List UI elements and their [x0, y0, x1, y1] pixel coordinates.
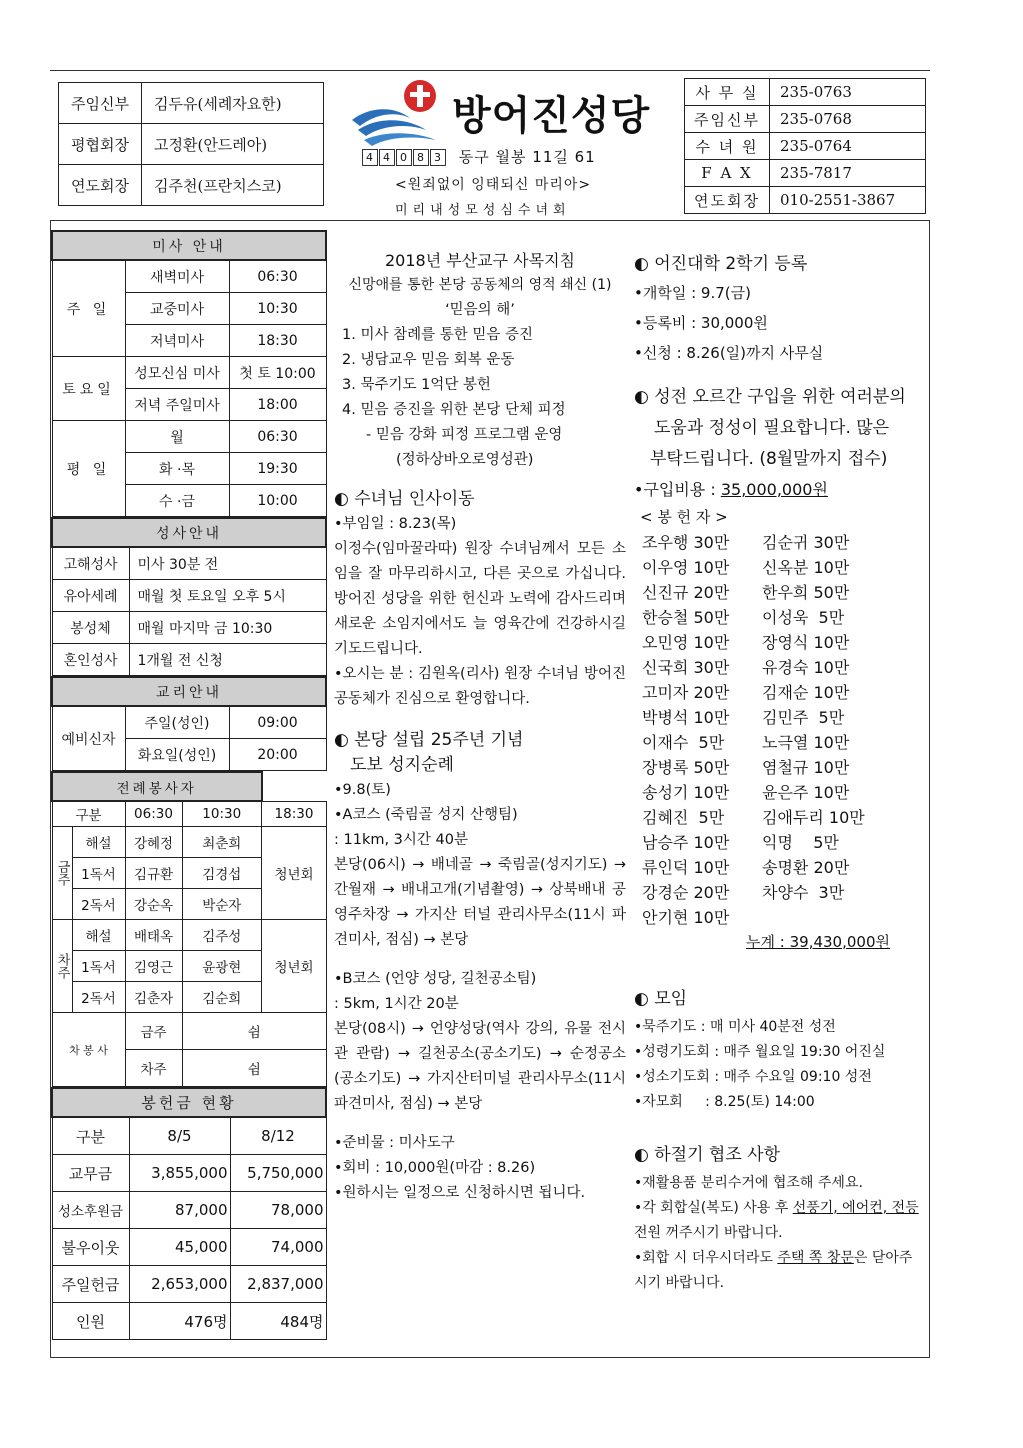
donor-entry: 박병석 10만 [642, 708, 730, 727]
zip-digit: 3 [430, 149, 446, 166]
course-a-title: •A코스 (죽림골 성지 산행팀) [334, 807, 518, 823]
church-logo-icon [350, 76, 446, 148]
contact-key: 연도회장 [685, 187, 770, 214]
youth-group: 청년회 [262, 827, 327, 920]
sacrament-info: 1개월 전 신청 [129, 644, 326, 676]
offering-table [51, 1087, 327, 1340]
course-a-route: 본당(06시) → 배네골 → 죽림골(성지기도) → 간월재 → 배내고개(기념촬영) → 상북배내 공영주차장 → 가지산 터널 관리사무소(11시 파견미사, 점심) → 본당 [334, 857, 626, 948]
donor-row [642, 730, 924, 755]
nun-text: 이정수(임마꿀라따) 원장 수녀님께서 모든 소임을 잘 마무리하시고, 다른 곳으로 가십니다. 방어진 성당을 위한 헌신과 노력에 감사드리며 새로운 소임지에서도 늘 영육간에 건강하시길 기도드립니다. [334, 541, 626, 657]
donor-row [642, 805, 924, 830]
offering-amount: 2,653,000 [129, 1266, 230, 1303]
mass-title: 미사 안내 [52, 231, 326, 260]
pastoral-title: 2018년 부산교구 사목지침 [385, 251, 575, 270]
offering-category: 주일헌금 [52, 1266, 129, 1303]
server-name: 배태옥 [125, 920, 182, 951]
donor-entry: 한승철 50만 [642, 608, 730, 627]
offering-category: 인원 [52, 1303, 129, 1340]
apply-note: •원하시는 일정으로 신청하시면 됩니다. [334, 1185, 586, 1201]
servers-title: 전례봉사자 [52, 772, 262, 801]
role: 2독서 [72, 889, 125, 920]
organ-title-3: 부탁드립니다. (8월말까지 접수) [650, 449, 888, 469]
course-b-route: 본당(08시) → 언양성당(역사 강의, 유물 전시관 관람) → 길천공소(공소기도) → 순정공소(공소기도) → 가지산터미널 관리사무소(11시 파견미사, 점심) → 본당 [334, 1021, 626, 1112]
donor-entry: 신국희 30만 [642, 658, 730, 677]
offering-header: 구분 [52, 1117, 129, 1155]
server-name: 최춘희 [182, 827, 262, 858]
donor-entry: 류인덕 10만 [642, 858, 730, 877]
altar-label: 차 봉 사 [52, 1013, 125, 1087]
offering-amount: 484명 [230, 1303, 326, 1340]
donor-entry: 장영식 10만 [762, 633, 850, 652]
donor-entry: 신진규 20만 [642, 583, 730, 602]
donor-entry [762, 905, 882, 930]
sacrament-table [51, 517, 327, 676]
donation-total [634, 930, 924, 955]
mass-name: 새벽미사 [125, 260, 229, 293]
donor-entry: 송성기 10만 [642, 783, 730, 802]
course-b-title: •B코스 (언양 성당, 길천공소팀) [334, 971, 537, 987]
donor-entry: 송명환 20만 [762, 858, 850, 877]
saturday-label: 토요일 [52, 357, 125, 421]
donor-entry: 익명 5만 [762, 833, 839, 852]
summer-text: •회합 시 더우시더라도 [634, 1250, 778, 1266]
donor-entry: 노극열 10만 [762, 733, 850, 752]
offering-amount: 78,000 [230, 1192, 326, 1229]
class-time: 09:00 [229, 706, 326, 739]
uni-item: •신청 : 8.26(일)까지 사무실 [634, 344, 824, 362]
class-time: 20:00 [229, 739, 326, 771]
pastoral-item: 3. 묵주기도 1억단 봉헌 [342, 377, 491, 393]
organ-cost-value: 35,000,000원 [720, 480, 828, 499]
contact-table [684, 78, 926, 214]
servers-table [51, 771, 327, 1087]
donor-row [642, 705, 924, 730]
sacrament-info: 매월 마지막 금 10:30 [129, 612, 326, 644]
contact-value: 010-2551-3867 [770, 187, 926, 214]
server-name: 윤광현 [182, 951, 262, 982]
meeting-item: •묵주기도 : 매 미사 40분전 성전 [634, 1019, 836, 1035]
contact-value: 235-0768 [770, 106, 926, 133]
server-name: 강순옥 [125, 889, 182, 920]
mass-name: 저녁 주일미사 [125, 389, 229, 421]
role: 1독서 [72, 858, 125, 889]
mass-name: 월 [125, 421, 229, 453]
staff-key: 주임신부 [59, 83, 142, 124]
week-label: 금주 [52, 827, 72, 920]
server-name: 박순자 [182, 889, 262, 920]
server-name: 김주성 [182, 920, 262, 951]
donor-entry: 이재수 5만 [642, 733, 725, 752]
contact-key: F A X [685, 160, 770, 187]
mass-time: 10:30 [229, 293, 326, 325]
offering-amount: 87,000 [129, 1192, 230, 1229]
left-column [51, 230, 327, 1340]
right-column [634, 250, 924, 1296]
donor-row [642, 555, 924, 580]
summer-title: ◐ 하절기 협조 사항 [634, 1145, 780, 1165]
pilgrim-date: •9.8(토) [334, 782, 391, 798]
contact-key: 수 녀 원 [685, 133, 770, 160]
altar-status: 쉼 [182, 1013, 327, 1050]
donor-row [642, 655, 924, 680]
pastoral-item: 2. 냉담교우 믿음 회복 운동 [342, 352, 515, 368]
nun-title: ◐ 수녀님 인사이동 [334, 489, 475, 509]
mass-name: 교중미사 [125, 293, 229, 325]
offering-amount: 45,000 [129, 1229, 230, 1266]
pastoral-subtitle: 신망애를 통한 본당 공동체의 영적 쇄신 (1) [348, 277, 612, 293]
catechumen-label: 예비신자 [52, 706, 125, 771]
top-rule [50, 70, 930, 71]
meeting-item: •성령기도회 : 매주 월요일 19:30 어진실 [634, 1044, 886, 1060]
zip-digit: 0 [396, 149, 412, 166]
summer-emphasis: 주택 쪽 창문 [777, 1250, 854, 1266]
servers-header: 06:30 [125, 801, 182, 827]
mass-name: 저녁미사 [125, 325, 229, 357]
nun-date: •부임일 : 8.23(목) [334, 516, 457, 532]
donor-entry: 한우희 50만 [762, 583, 850, 602]
mass-name: 성모신심 미사 [125, 357, 229, 389]
society: 미리내성모성심수녀회 [395, 203, 571, 218]
servers-header: 18:30 [262, 801, 327, 827]
mass-time: 06:30 [229, 421, 326, 453]
meeting-item: •성소기도회 : 매주 수요일 09:10 성전 [634, 1069, 872, 1085]
mass-time: 첫 토 10:00 [229, 357, 326, 389]
uni-item: •개학일 : 9.7(금) [634, 284, 751, 302]
servers-header: 구분 [52, 801, 125, 827]
mass-name: 화 ·목 [125, 453, 229, 485]
staff-value: 고정환(안드레아) [142, 124, 324, 165]
donor-row [642, 780, 924, 805]
mass-time: 19:30 [229, 453, 326, 485]
server-name: 김춘자 [125, 982, 182, 1013]
mass-name: 수 ·금 [125, 485, 229, 517]
servers-header: 10:30 [182, 801, 262, 827]
summer-note [634, 1246, 924, 1296]
donor-entry: 오민영 10만 [642, 633, 730, 652]
altar-week: 차주 [125, 1050, 182, 1087]
donor-entry: 김재순 10만 [762, 683, 850, 702]
youth-group: 청년회 [262, 920, 327, 1013]
donor-row [642, 880, 924, 905]
donor-row [642, 830, 924, 855]
offering-header: 8/12 [230, 1117, 326, 1155]
mass-time: 18:00 [229, 389, 326, 421]
role: 해설 [72, 827, 125, 858]
sunday-label: 주 일 [52, 260, 125, 357]
pastoral-year: ‘믿음의 해’ [445, 302, 515, 318]
catechism-table [51, 676, 327, 771]
pilgrim-title: ◐ 본당 설립 25주년 기념 [334, 730, 524, 750]
pastoral-subitem: - 믿음 강화 피정 프로그램 운영 [366, 427, 563, 443]
donor-row [642, 630, 924, 655]
donor-entry: 신옥분 10만 [762, 558, 850, 577]
offering-category: 불우이웃 [52, 1229, 129, 1266]
role: 1독서 [72, 951, 125, 982]
staff-value: 김주천(프란치스코) [142, 165, 324, 206]
offering-amount: 2,837,000 [230, 1266, 326, 1303]
donor-list [634, 530, 924, 930]
donor-entry: 김민주 5만 [762, 708, 845, 727]
donor-row [642, 530, 924, 555]
server-name: 김영근 [125, 951, 182, 982]
sacrament-info: 미사 30분 전 [129, 547, 326, 580]
uni-title: ◐ 어진대학 2학기 등록 [634, 254, 808, 274]
server-name: 김경섭 [182, 858, 262, 889]
sacrament-name: 봉성체 [52, 612, 129, 644]
donor-entry: 유경숙 10만 [762, 658, 850, 677]
donor-entry: 안기현 10만 [642, 908, 730, 927]
staff-value: 김두유(세례자요한) [142, 83, 324, 124]
donor-entry: 염철규 10만 [762, 758, 850, 777]
donor-entry: 이우영 10만 [642, 558, 730, 577]
street-address: 동구 월봉 11길 61 [458, 148, 596, 166]
organ-cost [634, 475, 924, 505]
donor-entry: 김애두리 10만 [762, 808, 865, 827]
offering-amount: 74,000 [230, 1229, 326, 1266]
motto: <원죄없이 잉태되신 마리아> [395, 177, 592, 193]
sacrament-name: 고해성사 [52, 547, 129, 580]
server-name: 강혜정 [125, 827, 182, 858]
sacrament-name: 유아세례 [52, 580, 129, 612]
offering-category: 성소후원금 [52, 1192, 129, 1229]
class-day: 화요일(성인) [125, 739, 229, 771]
contact-value: 235-7817 [770, 160, 926, 187]
class-day: 주일(성인) [125, 706, 229, 739]
donor-entry: 조우행 30만 [642, 533, 730, 552]
staff-key: 연도회장 [59, 165, 142, 206]
mass-table [51, 230, 327, 517]
offering-amount: 3,855,000 [129, 1155, 230, 1192]
summer-emphasis: 선풍기, 에어컨, 전등 [792, 1200, 919, 1216]
catechism-title: 교리안내 [52, 677, 326, 706]
fee: •회비 : 10,000원(마감 : 8.26) [334, 1160, 536, 1176]
staff-key: 평협회장 [59, 124, 142, 165]
preparation: •준비물 : 미사도구 [334, 1135, 455, 1151]
staff-table [58, 82, 324, 206]
offering-category: 교무금 [52, 1155, 129, 1192]
meeting-item: •자모회 : 8.25(토) 14:00 [634, 1094, 815, 1110]
summer-text: 은 닫아주시기 바랍니다. [634, 1250, 913, 1291]
donor-entry: 장병록 50만 [642, 758, 730, 777]
donor-row [642, 680, 924, 705]
zip-digit: 4 [362, 149, 378, 166]
summer-note: •재활용품 분리수거에 협조해 주세요. [634, 1175, 863, 1191]
summer-text: 전원 꺼주시기 바랍니다. [634, 1225, 783, 1241]
middle-column [334, 248, 626, 1206]
organ-title-2: 도움과 정성이 필요합니다. 많은 [654, 418, 890, 438]
donor-row [642, 580, 924, 605]
donor-entry: 고미자 20만 [642, 683, 730, 702]
donor-entry: 김혜진 5만 [642, 808, 725, 827]
donor-entry: 김순귀 30만 [762, 533, 850, 552]
church-name: 방어진성당 [452, 93, 651, 139]
sacrament-info: 매월 첫 토요일 오후 5시 [129, 580, 326, 612]
mass-time: 10:00 [229, 485, 326, 517]
altar-status: 쉼 [182, 1050, 327, 1087]
weekday-label: 평 일 [52, 421, 125, 517]
donor-row [642, 855, 924, 880]
summer-note [634, 1196, 924, 1246]
server-name: 김규환 [125, 858, 182, 889]
server-name: 김순희 [182, 982, 262, 1013]
pastoral-item: 4. 믿음 증진을 위한 본당 단체 피정 [342, 402, 566, 418]
role: 2독서 [72, 982, 125, 1013]
organ-title: ◐ 성전 오르간 구입을 위한 여러분의 [634, 387, 906, 407]
summer-text: •각 회합실(복도) 사용 후 [634, 1200, 793, 1216]
contact-value: 235-0763 [770, 79, 926, 106]
offering-title: 봉헌금 현황 [52, 1088, 326, 1117]
donor-entry: 남승주 10만 [642, 833, 730, 852]
altar-week: 금주 [125, 1013, 182, 1050]
pilgrim-title-2: 도보 성지순례 [350, 755, 454, 775]
donor-entry: 차양수 3만 [762, 883, 845, 902]
donation-total-value: 누계 : 39,430,000원 [746, 933, 890, 951]
pastoral-item: 1. 미사 참례를 통한 믿음 증진 [342, 327, 533, 343]
course-a-distance: : 11km, 3시간 40분 [334, 832, 468, 848]
sacrament-title: 성사안내 [52, 518, 326, 547]
week-label: 차주 [52, 920, 72, 1013]
offering-amount: 5,750,000 [230, 1155, 326, 1192]
donor-entry: 이성욱 5만 [762, 608, 845, 627]
zip-digit: 4 [379, 149, 395, 166]
sacrament-name: 혼인성사 [52, 644, 129, 676]
donor-row [642, 755, 924, 780]
course-b-distance: : 5km, 1시간 20분 [334, 996, 459, 1012]
donor-header: < 봉 헌 자 > [640, 508, 728, 526]
mass-time: 06:30 [229, 260, 326, 293]
offering-amount: 476명 [129, 1303, 230, 1340]
donor-entry: 윤은주 10만 [762, 783, 850, 802]
nun-new: •오시는 분 : 김원옥(리사) 원장 수녀님 방어진 공동체가 진심으로 환영합니다. [334, 666, 626, 707]
meeting-title: ◐ 모임 [634, 989, 688, 1009]
mass-time: 18:30 [229, 325, 326, 357]
donor-entry: 강경순 20만 [642, 883, 730, 902]
contact-key: 주임신부 [685, 106, 770, 133]
donor-row [642, 605, 924, 630]
offering-header: 8/5 [129, 1117, 230, 1155]
donor-row [642, 905, 924, 930]
role: 해설 [72, 920, 125, 951]
organ-cost-label: •구입비용 : [634, 480, 721, 499]
contact-key: 사 무 실 [685, 79, 770, 106]
address [362, 146, 596, 167]
pastoral-subitem: (정하상바오로영성관) [396, 452, 534, 468]
uni-item: •등록비 : 30,000원 [634, 314, 768, 332]
zip-digit: 8 [413, 149, 429, 166]
contact-value: 235-0764 [770, 133, 926, 160]
